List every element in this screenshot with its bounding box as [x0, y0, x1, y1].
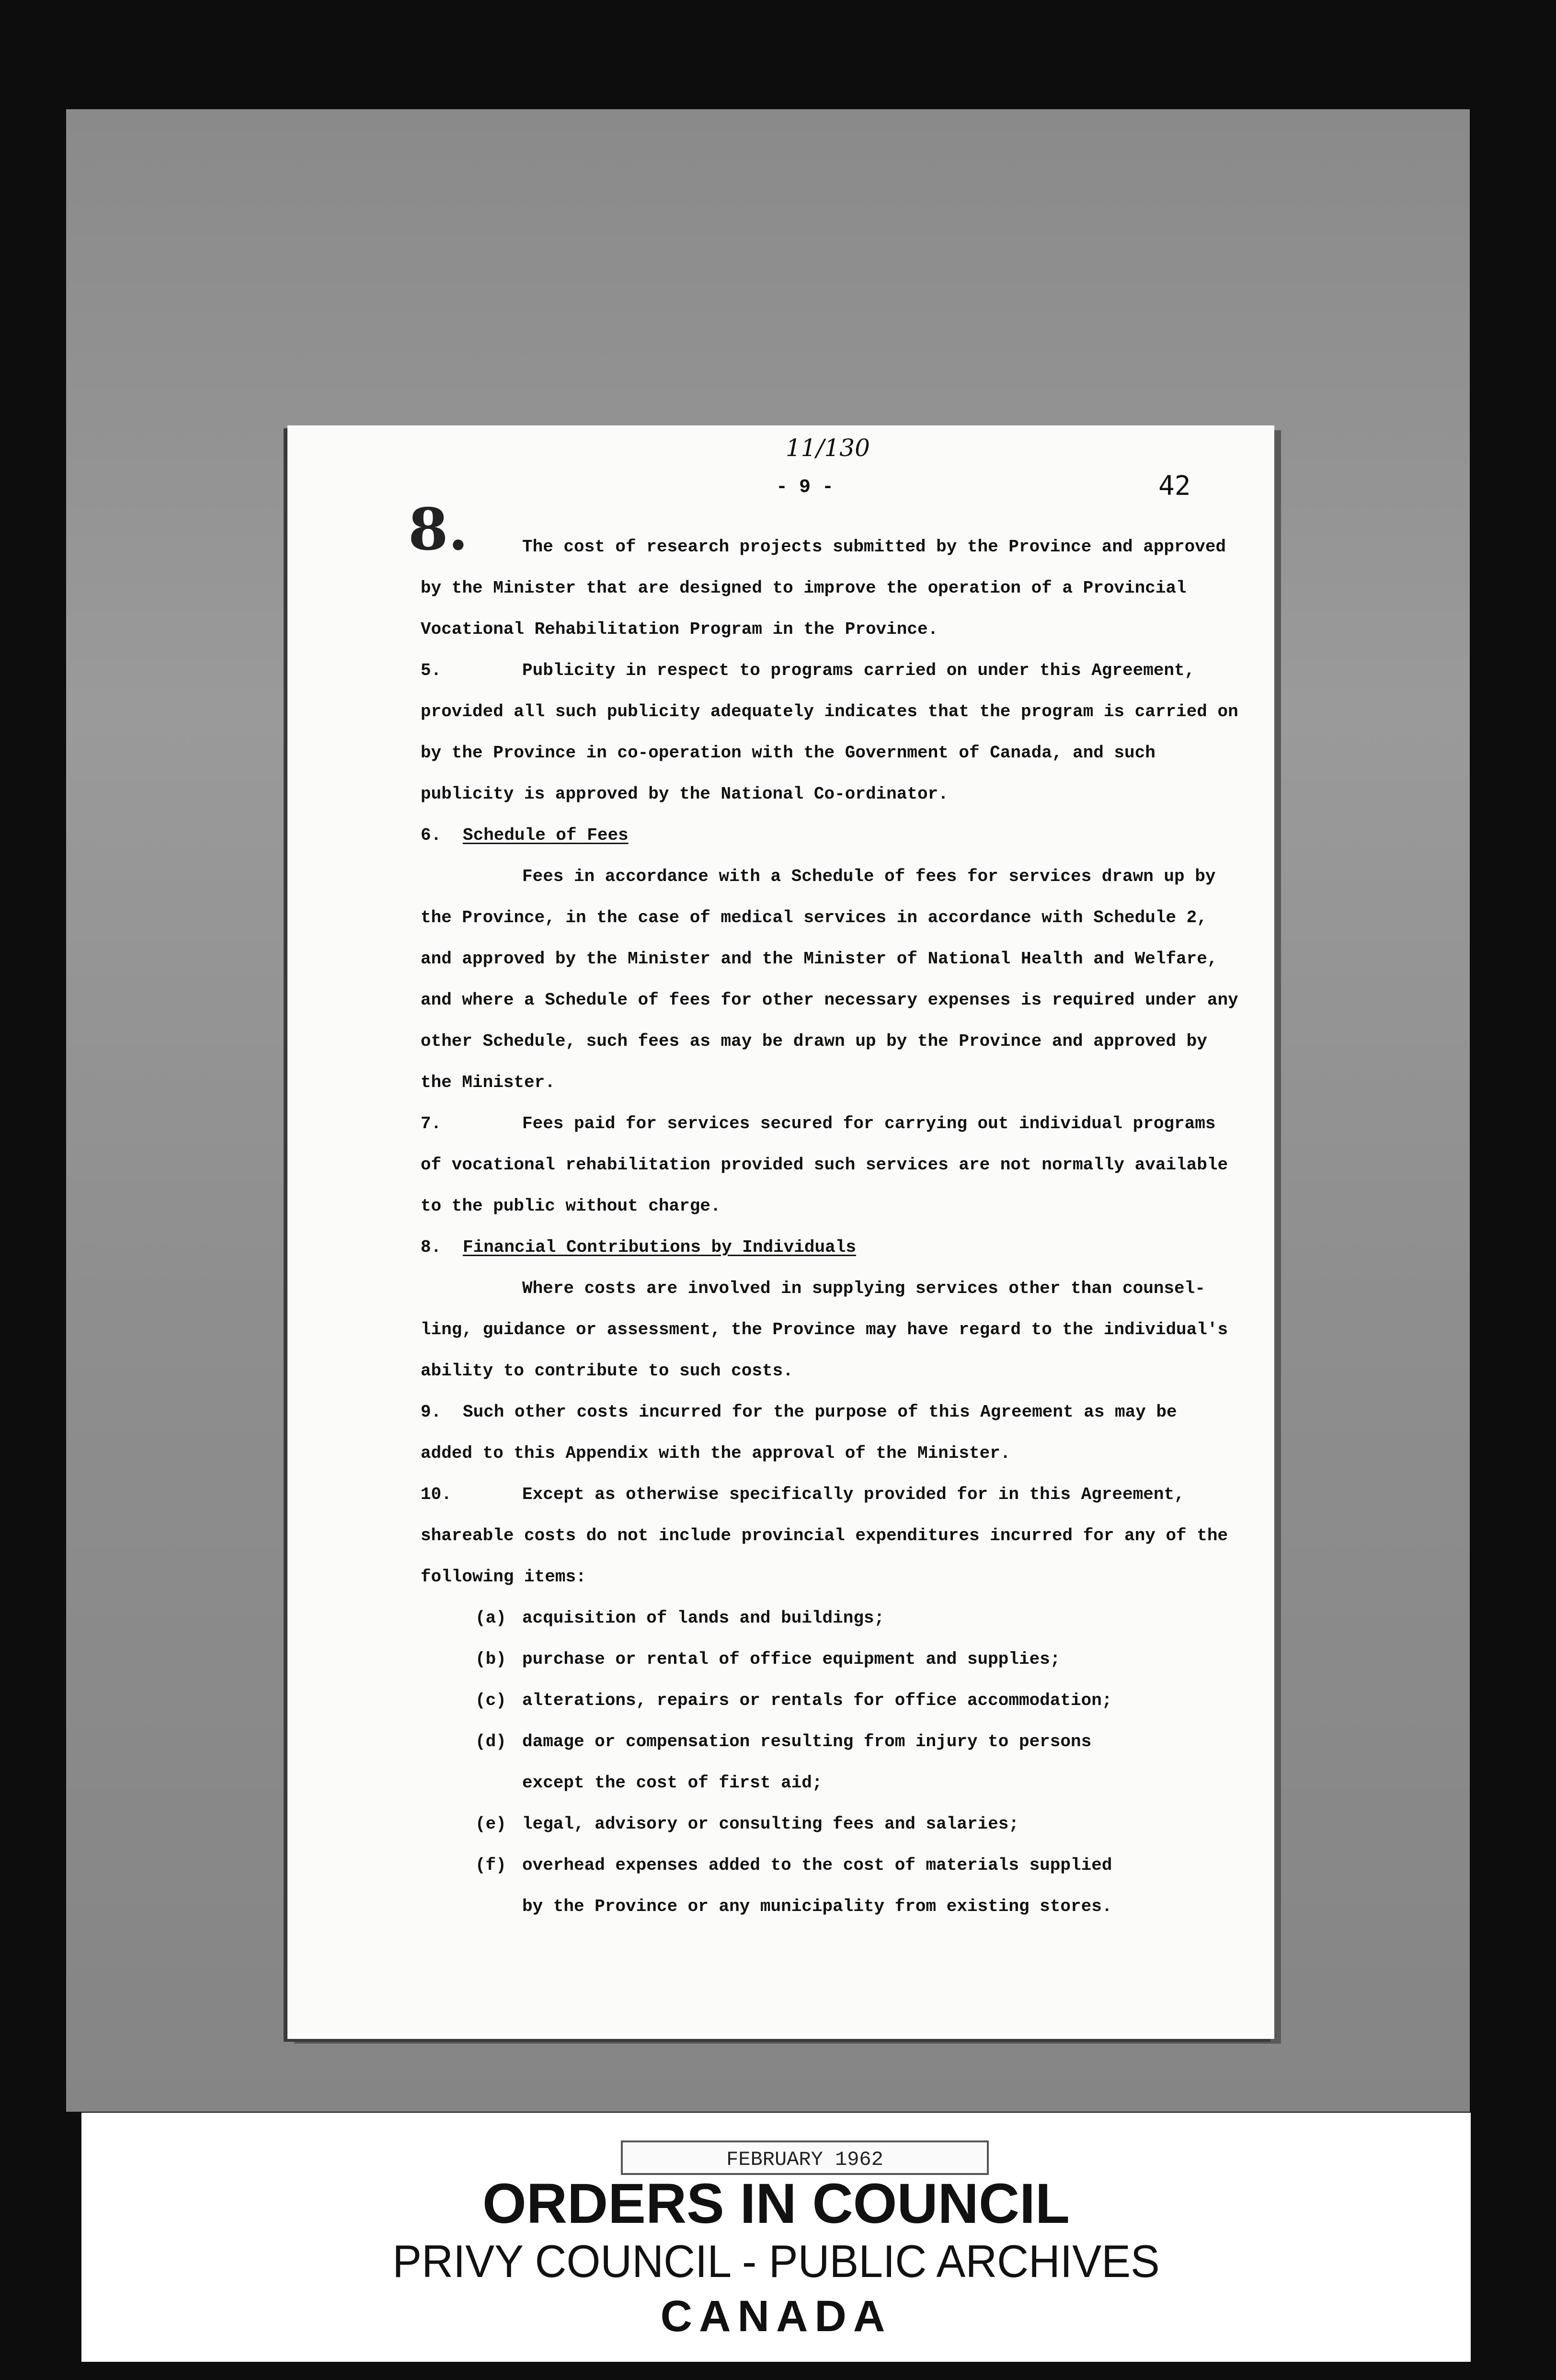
archive-subtitle: PRIVY COUNCIL - PUBLIC ARCHIVES	[392, 2236, 1160, 2287]
item-letter: (c)	[475, 1691, 506, 1710]
text-line: Fees in accordance with a Schedule of fees for services drawn up by	[522, 867, 1216, 886]
text-line: Vocational Rehabilitation Program in the Province.	[421, 619, 938, 639]
archive-country: CANADA	[660, 2292, 892, 2341]
document-page	[287, 425, 1274, 2039]
text-line: shareable costs do not include provincial expenditures incurred for any of the	[421, 1526, 1228, 1545]
text-line: added to this Appendix with the approval of the Minister.	[421, 1443, 1011, 1463]
text-line: and approved by the Minister and the Minister of National Health and Welfare,	[421, 949, 1218, 969]
list-item: damage or compensation resulting from injury to persons	[522, 1732, 1092, 1751]
list-item: legal, advisory or consulting fees and salaries;	[522, 1814, 1019, 1834]
item-number: 9.	[421, 1402, 442, 1422]
section-heading: Financial Contributions by Individuals	[463, 1237, 856, 1257]
list-item: purchase or rental of office equipment and supplies;	[522, 1649, 1061, 1669]
folio-number: 42	[1158, 470, 1191, 502]
item-number: 5.	[421, 661, 442, 680]
text-line: Where costs are involved in supplying services other than counsel-	[522, 1279, 1205, 1298]
text-line: ling, guidance or assessment, the Province may have regard to the individual's	[421, 1320, 1228, 1339]
list-item: acquisition of lands and buildings;	[522, 1608, 885, 1628]
text-line: Publicity in respect to programs carried on under this Agreement,	[522, 661, 1195, 680]
item-number: 6.	[421, 825, 442, 845]
section-heading: Schedule of Fees	[463, 825, 629, 845]
text-line: The cost of research projects submitted by the Province and approved	[522, 537, 1226, 557]
text-line: by the Minister that are designed to improve the operation of a Provincial	[421, 578, 1187, 598]
item-letter: (d)	[475, 1732, 506, 1751]
text-line: Fees paid for services secured for carrying out individual programs	[522, 1114, 1216, 1133]
text-line: of vocational rehabilitation provided such services are not normally available	[421, 1155, 1228, 1175]
item-number: 10.	[421, 1485, 452, 1504]
text-line: Except as otherwise specifically provided for in this Agreement,	[522, 1485, 1185, 1504]
text-line: ability to contribute to such costs.	[421, 1361, 793, 1381]
text-line: and where a Schedule of fees for other necessary expenses is required under any	[421, 990, 1238, 1010]
item-letter: (e)	[475, 1814, 506, 1834]
item-letter: (b)	[475, 1649, 506, 1669]
list-item: alterations, repairs or rentals for office accommodation;	[522, 1691, 1112, 1710]
list-item-continuation: by the Province or any municipality from existing stores.	[522, 1897, 1112, 1916]
list-item: overhead expenses added to the cost of materials supplied	[522, 1855, 1112, 1875]
archive-title: ORDERS IN COUNCIL	[482, 2172, 1070, 2235]
page-number: - 9 -	[776, 477, 834, 498]
item-number-8-handwritten: 8.	[408, 496, 469, 563]
text-line: provided all such publicity adequately indicates that the program is carried on	[421, 702, 1238, 721]
item-letter: (a)	[475, 1608, 506, 1628]
text-line: to the public without charge.	[421, 1196, 721, 1216]
text-line: Such other costs incurred for the purpose of this Agreement as may be	[463, 1402, 1177, 1422]
text-line: other Schedule, such fees as may be drawn up by the Province and approved by	[421, 1031, 1207, 1051]
list-item-continuation: except the cost of first aid;	[522, 1773, 823, 1793]
item-letter: (f)	[475, 1855, 506, 1875]
item-number: 7.	[421, 1114, 442, 1133]
text-line: the Province, in the case of medical services in accordance with Schedule 2,	[421, 908, 1207, 927]
handwritten-reference: 11/130	[786, 434, 870, 462]
item-number: 8.	[421, 1237, 442, 1257]
text-line: publicity is approved by the National Co-ordinator.	[421, 784, 949, 804]
archive-date-box: FEBRUARY 1962	[621, 2140, 989, 2175]
text-line: by the Province in co-operation with the Government of Canada, and such	[421, 743, 1156, 763]
text-line: the Minister.	[421, 1073, 555, 1092]
text-line: following items:	[421, 1567, 586, 1587]
